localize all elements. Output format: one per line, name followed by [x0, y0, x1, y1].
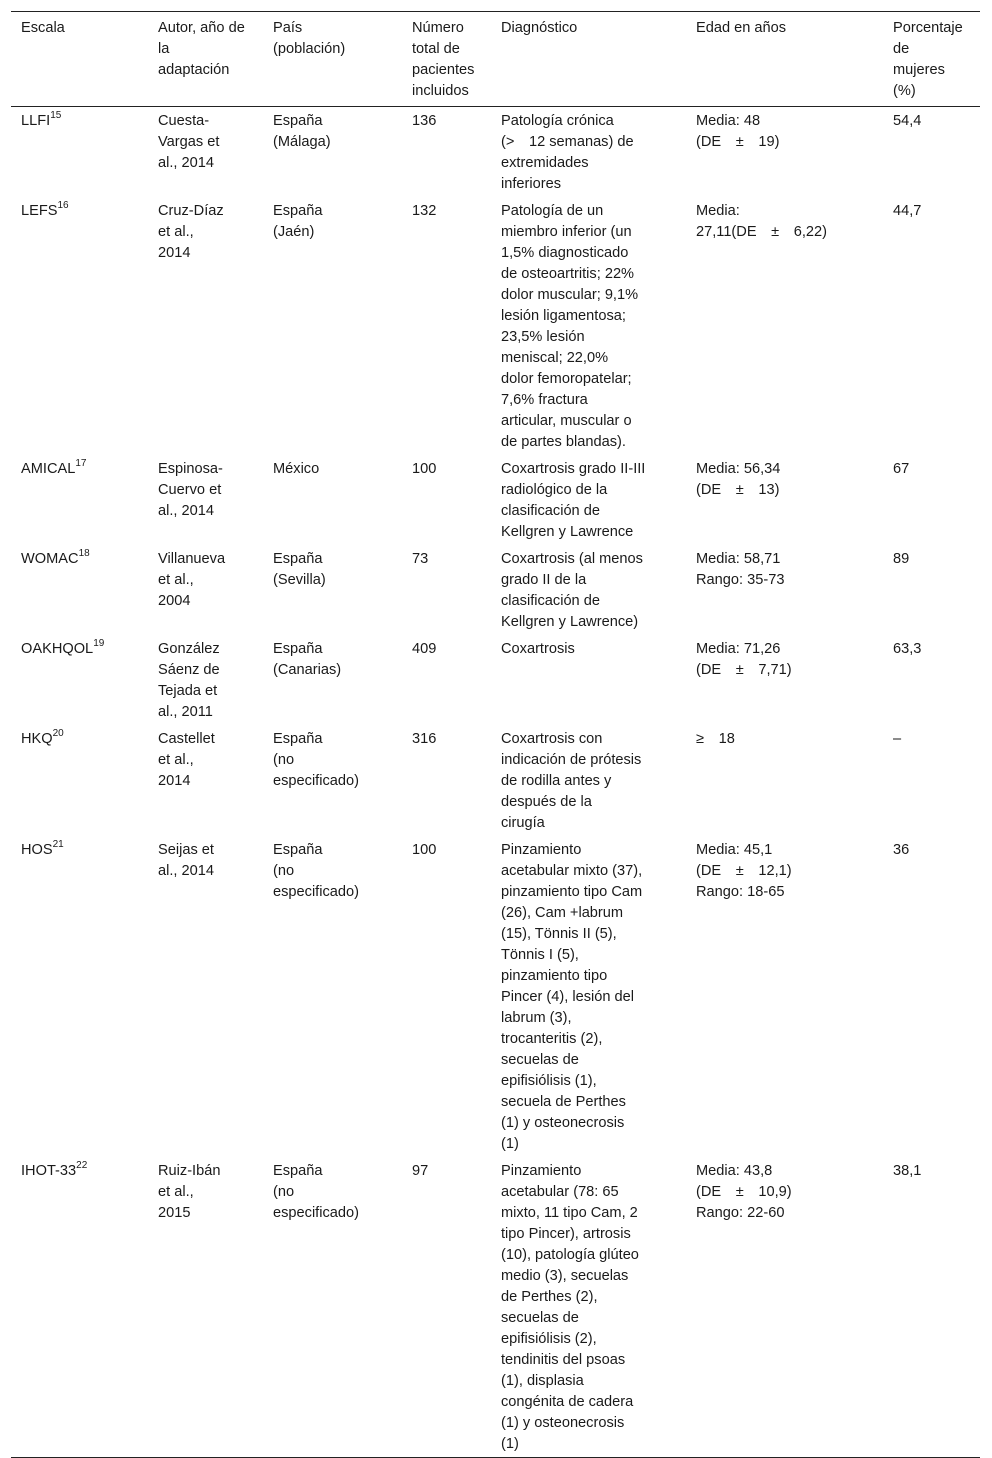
cell-autor: Espinosa- Cuervo et al., 2014	[158, 461, 223, 519]
reference-number: 16	[57, 200, 69, 212]
cell-porcentaje: 67	[893, 461, 910, 477]
cell-diagnostico: Coxartrosis con indicación de prótesis de rodilla antes y después de la cirugía	[501, 731, 642, 831]
header-numero: Número total de pacientes incluidos	[412, 20, 475, 99]
cell-pais: España (no especificado)	[273, 731, 359, 789]
cell-pais: España (no especificado)	[273, 1163, 359, 1221]
cell-porcentaje: 38,1	[893, 1163, 922, 1179]
cell-autor: Castellet et al., 2014	[158, 731, 215, 789]
cell-escala	[11, 635, 148, 725]
header-escala: Escala	[21, 20, 65, 36]
cell-porcentaje: 54,4	[893, 113, 922, 129]
cell-pais: México	[273, 461, 320, 477]
cell-diagnostico: Coxartrosis	[501, 641, 575, 657]
header-autor: Autor, año de la adaptación	[158, 20, 245, 78]
cell-numero: 136	[412, 113, 437, 129]
header-row	[11, 12, 980, 107]
cell-edad: Media: 58,71 Rango: 35-73	[696, 551, 785, 588]
reference-number: 21	[52, 839, 64, 851]
table-row	[11, 635, 980, 725]
cell-diagnostico: Coxartrosis (al menos grado II de la clasificación de Kellgren y Lawrence)	[501, 551, 643, 630]
scale-name: LLFI	[21, 113, 51, 129]
table-row	[11, 1157, 980, 1458]
scale-name: IHOT-33	[21, 1163, 77, 1179]
cell-autor: Seijas et al., 2014	[158, 842, 214, 879]
scale-name: HOS	[21, 842, 53, 858]
cell-edad: ≥ 18	[696, 731, 735, 747]
table-row	[11, 545, 980, 635]
scales-table	[11, 11, 980, 1458]
cell-diagnostico: Pinzamiento acetabular (78: 65 mixto, 11 tipo Cam, 2 tipo Pincer), artrosis (10), patología glúteo medio (3), secuelas de Perthes (2), secuelas de epifisiólisis (2), tendinitis del psoas (1), displasia congénita de cadera (1) y osteonecrosis (1)	[501, 1163, 639, 1452]
cell-edad: Media: 45,1 (DE ± 12,1) Rango: 18-65	[696, 842, 792, 900]
cell-numero: 100	[412, 842, 437, 858]
cell-numero: 100	[412, 461, 437, 477]
cell-numero: 97	[412, 1163, 429, 1179]
cell-edad: Media: 27,11(DE ± 6,22)	[696, 203, 828, 240]
table-row	[11, 107, 980, 198]
cell-autor: Ruiz-Ibán et al., 2015	[158, 1163, 221, 1221]
cell-pais: España (Canarias)	[273, 641, 342, 678]
cell-numero: 132	[412, 203, 437, 219]
reference-number: 15	[50, 110, 62, 122]
reference-number: 19	[93, 638, 105, 650]
header-porcentaje: Porcentaje de mujeres (%)	[893, 20, 963, 99]
table-row	[11, 455, 980, 545]
cell-numero: 409	[412, 641, 437, 657]
scale-name: HKQ	[21, 731, 53, 747]
cell-escala	[11, 197, 148, 455]
table-row	[11, 197, 980, 455]
cell-porcentaje: 44,7	[893, 203, 922, 219]
cell-edad: Media: 48 (DE ± 19)	[696, 113, 780, 150]
cell-escala	[11, 1157, 148, 1458]
cell-diagnostico: Pinzamiento acetabular mixto (37), pinzamiento tipo Cam (26), Cam +labrum (15), Tönnis II (5), Tönnis I (5), pinzamiento tipo Pincer (4), lesión del labrum (3), trocanteritis (2), secuelas de epifisiólisis (1), secuela de Perthes (1) y osteonecrosis (1)	[501, 842, 643, 1152]
cell-numero: 316	[412, 731, 437, 747]
table-row	[11, 836, 980, 1157]
cell-diagnostico: Patología de un miembro inferior (un 1,5% diagnosticado de osteoartritis; 22% dolor muscular; 9,1% lesión ligamentosa; 23,5% lesión meniscal; 22,0% dolor femoropatelar; 7,6% fractura articular, muscular o de partes blandas).	[501, 203, 639, 450]
cell-autor: González Sáenz de Tejada et al., 2011	[158, 641, 220, 720]
table-container	[11, 11, 980, 1458]
cell-diagnostico: Patología crónica (> 12 semanas) de extremidades inferiores	[501, 113, 634, 192]
scale-name: OAKHQOL	[21, 641, 94, 657]
cell-escala	[11, 455, 148, 545]
cell-porcentaje: 63,3	[893, 641, 922, 657]
cell-diagnostico: Coxartrosis grado II-III radiológico de la clasificación de Kellgren y Lawrence	[501, 461, 646, 540]
cell-pais: España (Sevilla)	[273, 551, 326, 588]
cell-escala	[11, 836, 148, 1157]
header-pais: País (población)	[273, 20, 346, 57]
cell-autor: Cuesta- Vargas et al., 2014	[158, 113, 220, 171]
cell-autor: Cruz-Díaz et al., 2014	[158, 203, 224, 261]
cell-numero: 73	[412, 551, 429, 567]
cell-edad: Media: 71,26 (DE ± 7,71)	[696, 641, 792, 678]
cell-porcentaje: –	[893, 731, 902, 747]
table-row	[11, 725, 980, 836]
scale-name: WOMAC	[21, 551, 79, 567]
cell-porcentaje: 36	[893, 842, 910, 858]
cell-escala	[11, 725, 148, 836]
cell-porcentaje: 89	[893, 551, 910, 567]
scale-name: LEFS	[21, 203, 58, 219]
cell-autor: Villanueva et al., 2004	[158, 551, 226, 609]
cell-escala	[11, 107, 148, 198]
cell-edad: Media: 43,8 (DE ± 10,9) Rango: 22-60	[696, 1163, 792, 1221]
cell-pais: España (no especificado)	[273, 842, 359, 900]
header-edad: Edad en años	[696, 20, 787, 36]
reference-number: 18	[78, 548, 90, 560]
reference-number: 22	[76, 1160, 88, 1172]
header-diagnostico: Diagnóstico	[501, 20, 578, 36]
cell-edad: Media: 56,34 (DE ± 13)	[696, 461, 781, 498]
reference-number: 17	[75, 458, 87, 470]
reference-number: 20	[52, 728, 64, 740]
cell-escala	[11, 545, 148, 635]
scale-name: AMICAL	[21, 461, 76, 477]
cell-pais: España (Málaga)	[273, 113, 331, 150]
cell-pais: España (Jaén)	[273, 203, 323, 240]
